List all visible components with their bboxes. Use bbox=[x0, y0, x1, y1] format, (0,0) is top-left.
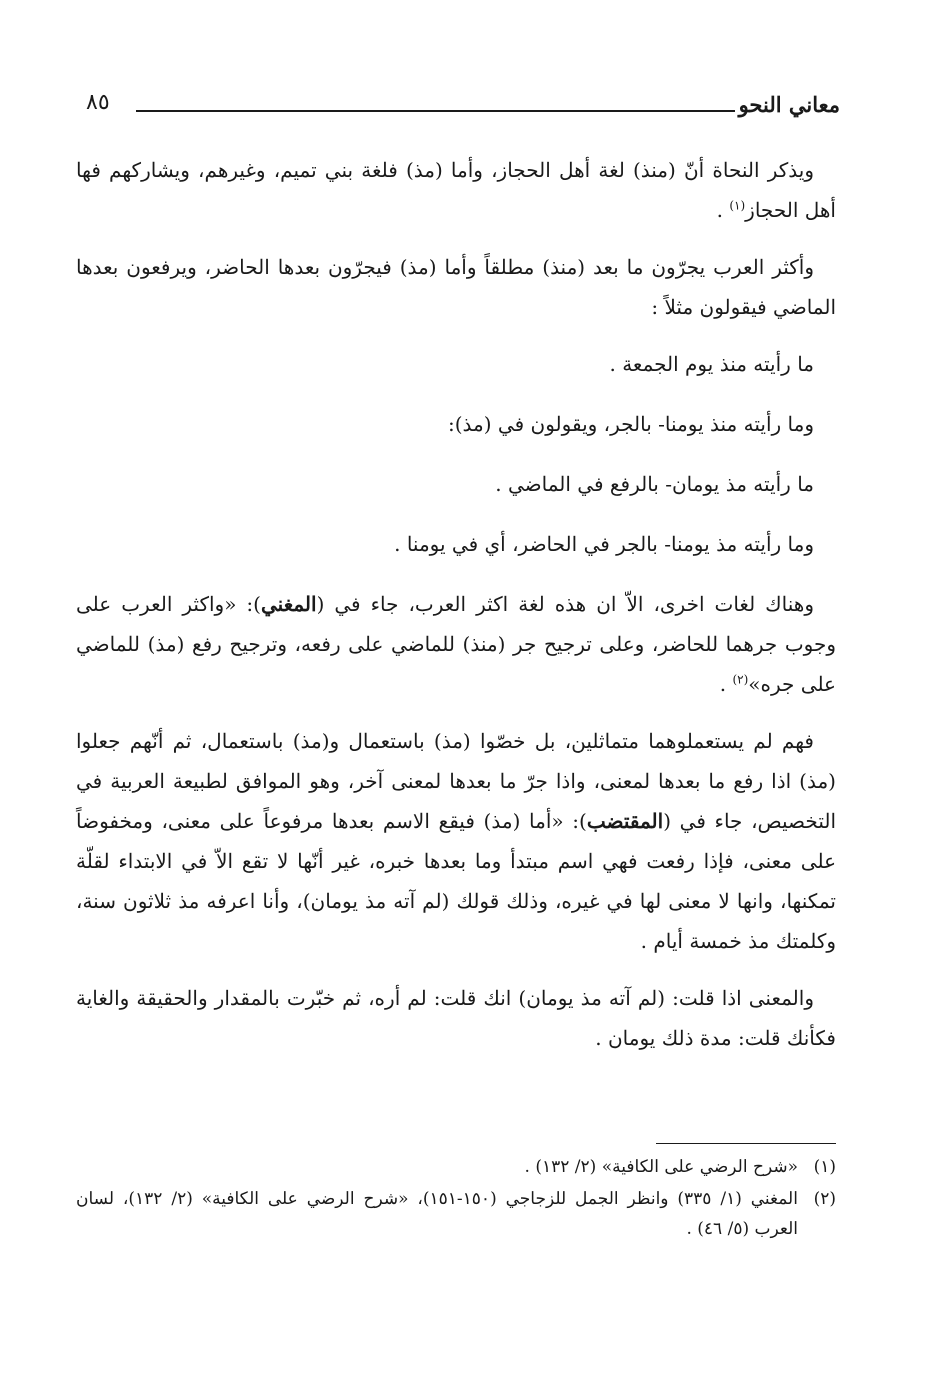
paragraph-2: وأكثر العرب يجرّون ما بعد (منذ) مطلقاً وأما (مذ) فيجرّون بعدها الحاضر، ويرفعون بعدها الماضي فيقولون مثلاً : bbox=[76, 255, 836, 319]
footnote-number: (١) bbox=[813, 1157, 836, 1177]
example-4: وما رأيته مذ يومنا- بالجر في الحاضر، أي في يومنا . bbox=[394, 532, 814, 556]
footnote-rule bbox=[656, 1143, 836, 1144]
page-header bbox=[80, 92, 840, 132]
footnote-text: «شرح الرضي على الكافية» (٢/ ١٣٢) . bbox=[524, 1157, 798, 1177]
paragraph-1: ويذكر النحاة أنّ (منذ) لغة أهل الحجاز، وأما (مذ) فلغة بني تميم، وغيرهم، ويشاركهم فها أهل الحجاز$^{(١)}$ . bbox=[76, 158, 836, 222]
footnote-ref-2: (٢) bbox=[732, 672, 749, 687]
footnote-1 bbox=[76, 1152, 836, 1182]
footnote-ref-1: (١) bbox=[729, 198, 746, 213]
source-title-mughni: المغني bbox=[260, 592, 317, 616]
header-rule bbox=[136, 110, 735, 112]
footnote-2 bbox=[76, 1184, 836, 1244]
paragraph-3: وهناك لغات اخرى، الاّ ان هذه لغة اكثر العرب، جاء في (المغني): «واكثر العرب على وجوب جرهما للحاضر، وعلى ترجيح جر (منذ) للماضي على رفعه، وترجيح رفع (مذ) للماضي على جره»$^{(٢)}$ . bbox=[76, 592, 836, 696]
page-number: ٨٥ bbox=[86, 90, 110, 115]
paragraph-4: فهم لم يستعملوهما متماثلين، بل خصّوا (مذ) باستعمال و(مذ) باستعمال، ثم أنّهم جعلوا (مذ) اذا رفع ما بعدها لمعنى، واذا جرّ ما بعدها لمعنى آخر، وهو الموافق لطبيعة العربية في التخصيص، جاء في (المقتضب): «أما (مذ) فيقع الاسم بعدها مرفوعاً على معنى، ومخفوضاً على معنى، فإذا رفعت فهي اسم مبتدأ وما بعدها خبره، غير أنّها لا تقع الاّ في الابتداء لقلّة تمكنها، وانها لا معنى لها في غيره، وذلك قولك (لم آته مذ يومان)، وأنا اعرفه مذ ثلاثون سنة، وكلمتك مذ خمسة أيام . bbox=[76, 729, 836, 953]
source-title-muqtadab: المقتضب bbox=[586, 809, 664, 833]
running-title: معاني النحو bbox=[738, 92, 840, 117]
example-3: ما رأيته مذ يومان- بالرفع في الماضي . bbox=[495, 472, 814, 496]
example-1: ما رأيته منذ يوم الجمعة . bbox=[609, 352, 814, 376]
body-text bbox=[76, 150, 836, 1075]
paragraph-5: والمعنى اذا قلت: (لم آته مذ يومان) انك قلت: لم أره، ثم خبّرت بالمقدار والحقيقة والغاية فكأنك قلت: مدة ذلك يومان . bbox=[76, 986, 836, 1050]
footnote-number: (٢) bbox=[813, 1189, 836, 1209]
footnote-text: المغني (١/ ٣٣٥) وانظر الجمل للزجاجي (١٥٠-١٥١)، «شرح الرضي على الكافية» (٢/ ١٣٢)، لسان العرب (٥/ ٤٦) . bbox=[76, 1189, 798, 1239]
footnotes bbox=[76, 1152, 836, 1246]
example-2: وما رأيته منذ يومنا- بالجر، ويقولون في (مذ): bbox=[448, 412, 814, 436]
